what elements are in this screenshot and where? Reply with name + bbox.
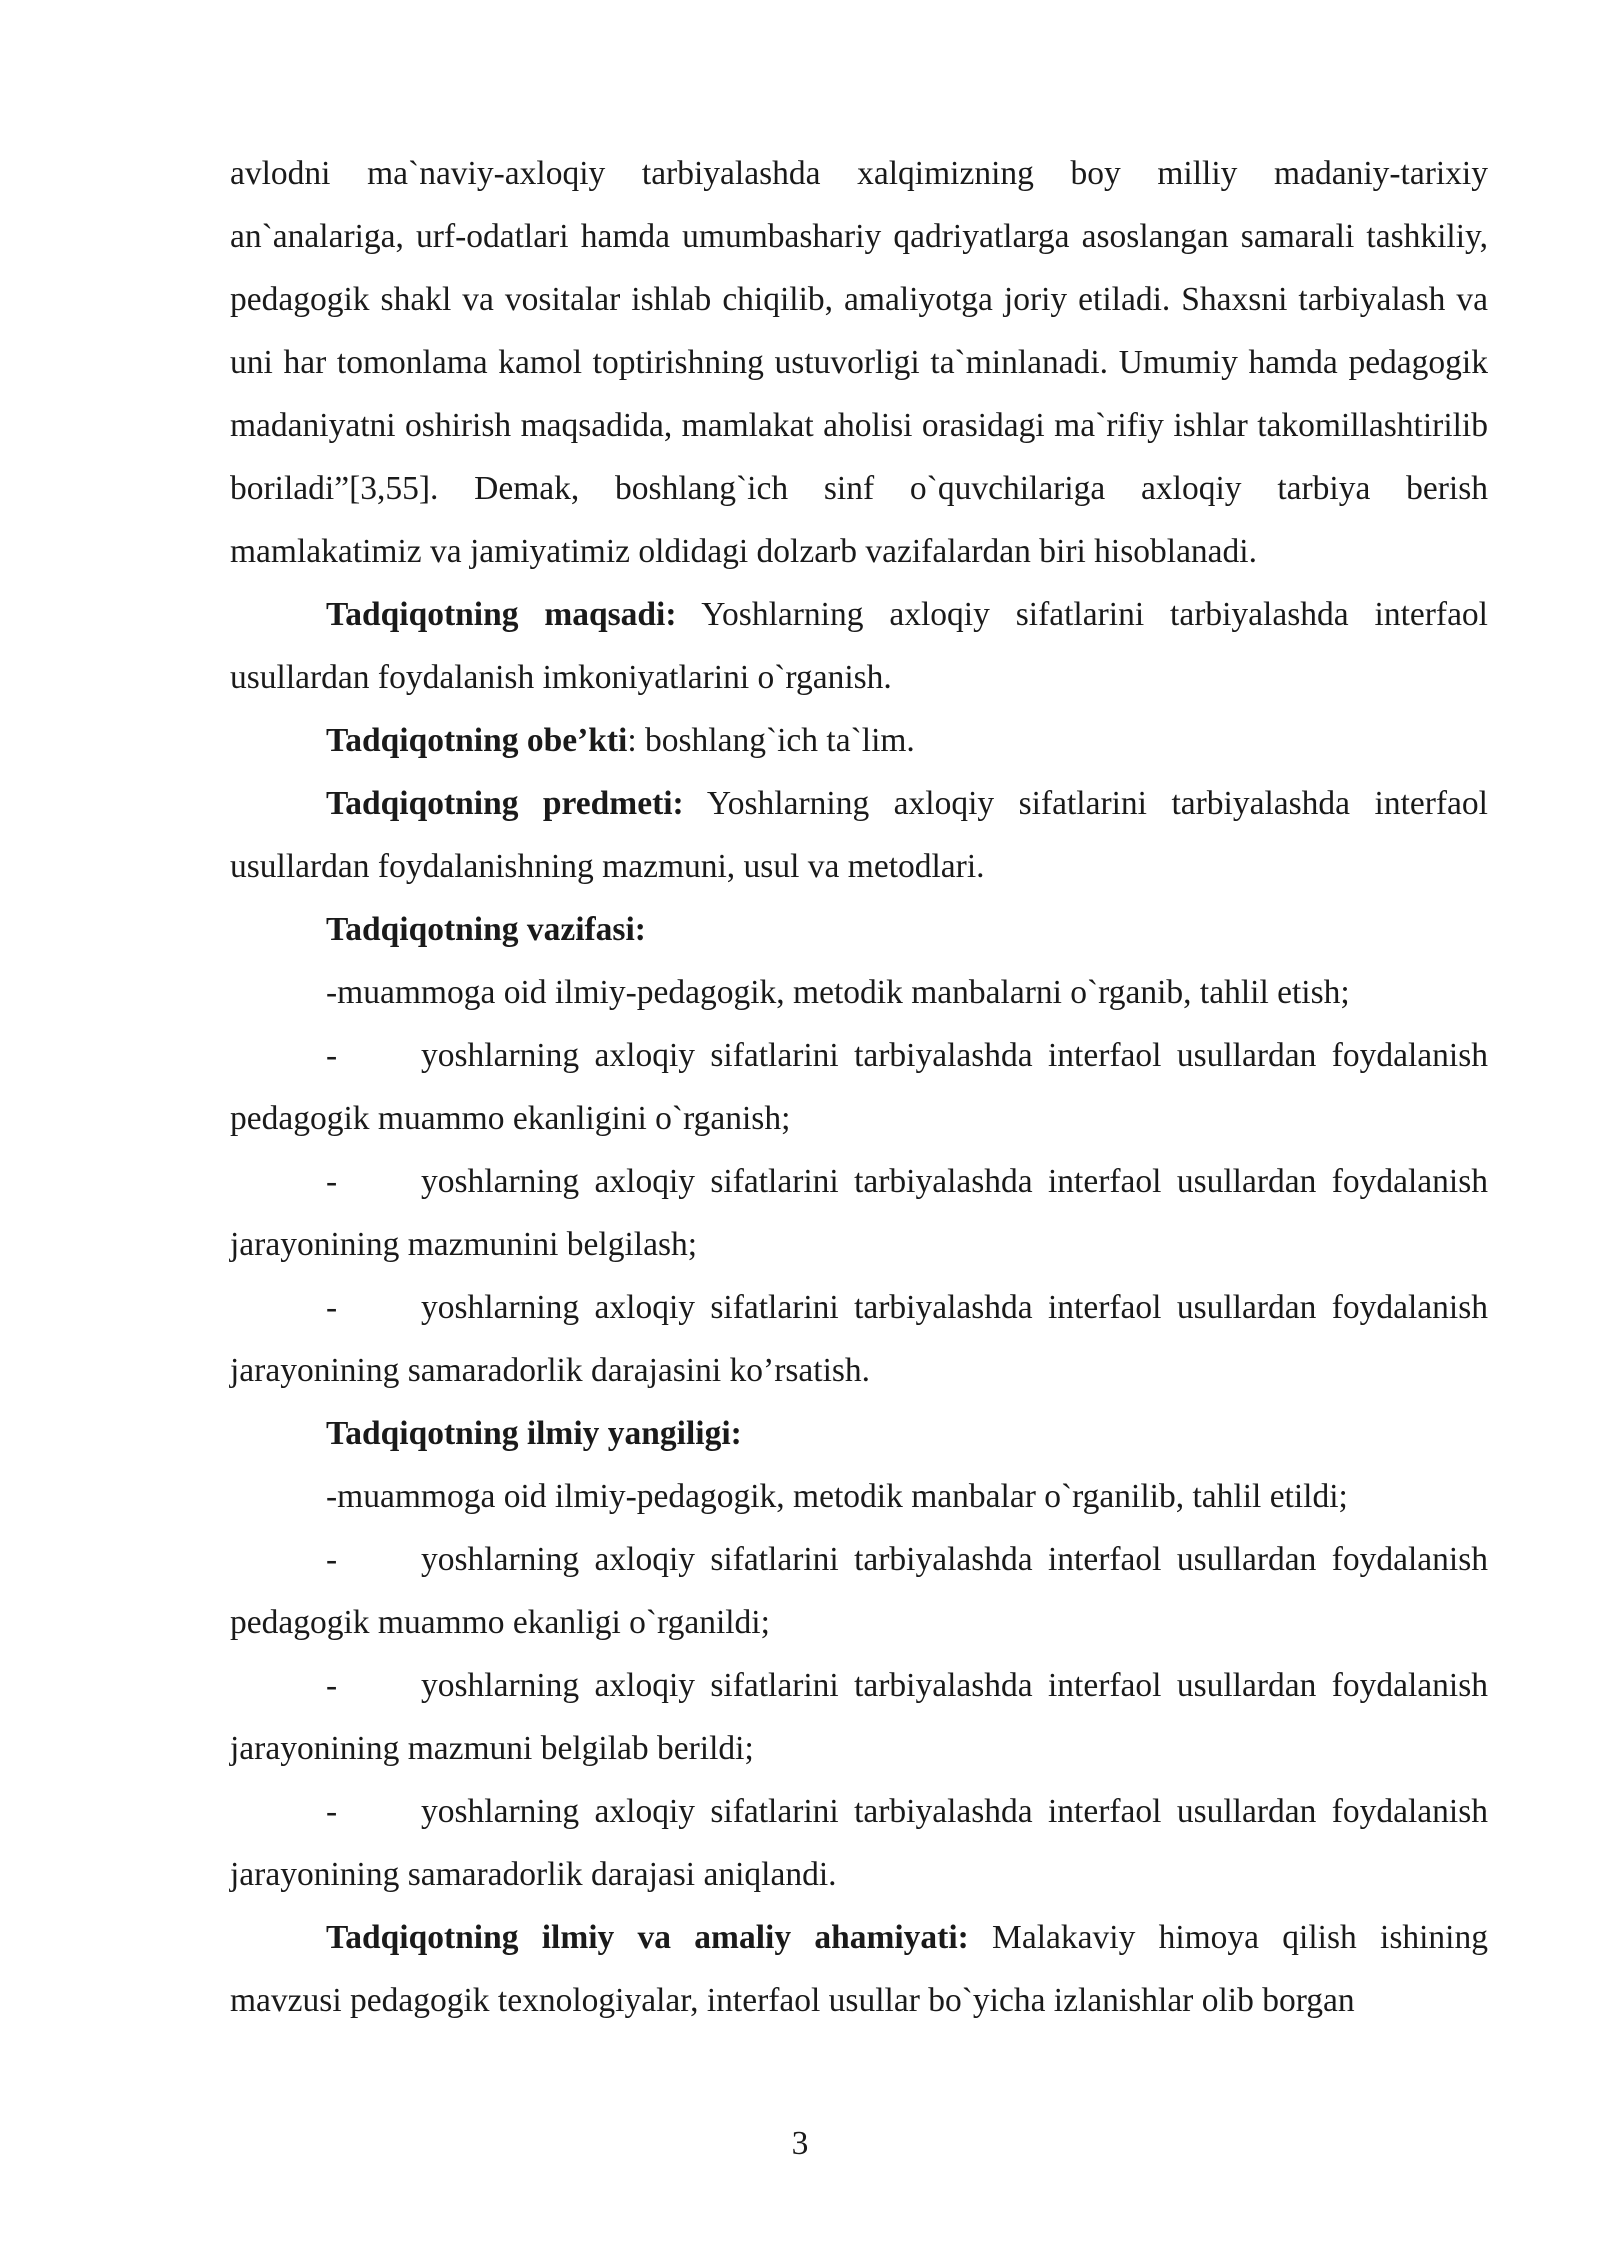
page-number: 3 bbox=[791, 2125, 809, 2162]
significance-text: Malakaviy himoya qilish ishining mavzusi pedagogik texnologiyalar, interfaol usullar bo`yicha izlanishlar olib borgan bbox=[230, 1919, 1488, 2019]
list-dash: - bbox=[326, 1163, 338, 1200]
novelty-item-text: yoshlarning axloqiy sifatlarini tarbiyalashda interfaol usullardan foydalanish pedagogik muammo ekanligi o`rganildi; bbox=[230, 1541, 1488, 1641]
goal-paragraph bbox=[230, 583, 1488, 709]
novelty-item-text: yoshlarning axloqiy sifatlarini tarbiyalashda interfaol usullardan foydalanish jarayonining samaradorlik darajasi aniqlandi. bbox=[230, 1793, 1488, 1893]
subject-paragraph bbox=[230, 772, 1488, 898]
novelty-first-item: -muammoga oid ilmiy-pedagogik, metodik manbalar o`rganilib, tahlil etildi; bbox=[326, 1478, 1348, 1515]
novelty-list-item bbox=[230, 1654, 1488, 1780]
novelty-list-item bbox=[230, 1528, 1488, 1654]
intro-paragraph: avlodni ma`naviy-axloqiy tarbiyalashda xalqimizning boy milliy madaniy-tarixiy an`analariga, urf-odatlari hamda umumbashariy qadriyatlarga asoslangan samarali tashkiliy, pedagogik shakl va vositalar ishlab chiqilib, amaliyotga joriy etiladi. Shaxsni tarbiyalash va uni har tomonlama kamol toptirishning ustuvorligi ta`minlanadi. Umumiy hamda pedagogik madaniyatni oshirish maqsadida, mamlakat aholisi orasidagi ma`rifiy ishlar takomillashtirilib boriladi”[3,55]. Demak, boshlang`ich sinf o`quvchilariga axloqiy tarbiya berish mamlakatimiz va jamiyatimiz oldidagi dolzarb vazifalardan biri hisoblanadi. bbox=[230, 155, 1488, 570]
goal-label: Tadqiqotning maqsadi: bbox=[326, 596, 677, 633]
list-dash: - bbox=[326, 1289, 338, 1326]
tasks-item-text: yoshlarning axloqiy sifatlarini tarbiyalashda interfaol usullardan foydalanish jarayonining mazmunini belgilash; bbox=[230, 1163, 1488, 1263]
significance-paragraph bbox=[230, 1906, 1488, 2032]
goal-text: Yoshlarning axloqiy sifatlarini tarbiyalashda interfaol usullardan foydalanish imkoniyatlarini o`rganish. bbox=[230, 596, 1488, 696]
tasks-item-text: yoshlarning axloqiy sifatlarini tarbiyalashda interfaol usullardan foydalanish pedagogik muammo ekanligini o`rganish; bbox=[230, 1037, 1488, 1137]
novelty-list-item bbox=[230, 1780, 1488, 1906]
object-text: : boshlang`ich ta`lim. bbox=[627, 722, 915, 759]
list-dash: - bbox=[326, 1793, 338, 1830]
object-paragraph bbox=[230, 709, 1488, 772]
tasks-item-text: yoshlarning axloqiy sifatlarini tarbiyalashda interfaol usullardan foydalanish jarayonining samaradorlik darajasini ko’rsatish. bbox=[230, 1289, 1488, 1389]
list-dash: - bbox=[326, 1667, 338, 1704]
subject-label: Tadqiqotning predmeti: bbox=[326, 785, 684, 822]
novelty-heading: Tadqiqotning ilmiy yangiligi: bbox=[326, 1415, 742, 1452]
tasks-list-item bbox=[230, 1150, 1488, 1276]
tasks-list-item bbox=[230, 1024, 1488, 1150]
list-dash: - bbox=[326, 1037, 338, 1074]
novelty-item-text: yoshlarning axloqiy sifatlarini tarbiyalashda interfaol usullardan foydalanish jarayonining mazmuni belgilab berildi; bbox=[230, 1667, 1488, 1767]
subject-text: Yoshlarning axloqiy sifatlarini tarbiyalashda interfaol usullardan foydalanishning mazmuni, usul va metodlari. bbox=[230, 785, 1488, 885]
significance-label: Tadqiqotning ilmiy va amaliy ahamiyati: bbox=[326, 1919, 969, 1956]
object-label: Tadqiqotning obe’kti bbox=[326, 722, 628, 759]
tasks-list-item bbox=[230, 1276, 1488, 1402]
tasks-heading: Tadqiqotning vazifasi: bbox=[326, 911, 646, 948]
list-dash: - bbox=[326, 1541, 338, 1578]
page-content bbox=[230, 142, 1488, 2032]
tasks-first-item: -muammoga oid ilmiy-pedagogik, metodik manbalarni o`rganib, tahlil etish; bbox=[326, 974, 1350, 1011]
